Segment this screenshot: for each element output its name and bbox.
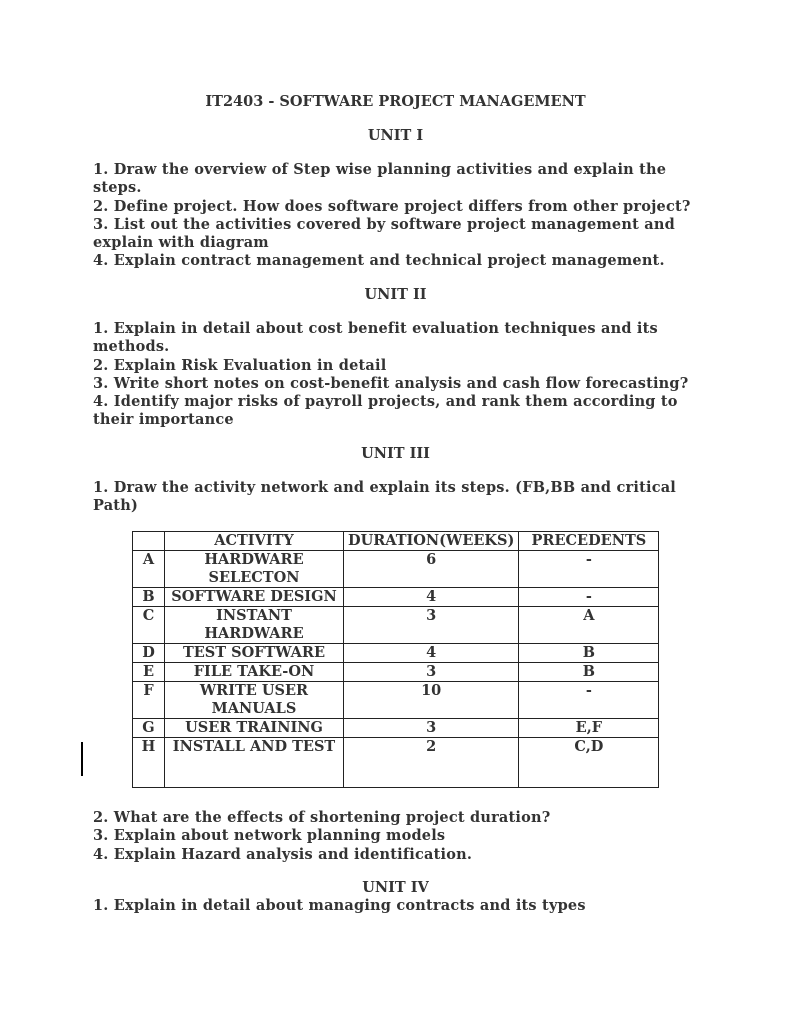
table-cell: B <box>519 663 659 682</box>
table-cell: INSTANT HARDWARE <box>165 607 344 644</box>
unit-1-question-3: 3. List out the activities covered by software project management and explain with diagram <box>93 215 675 252</box>
table-cell: A <box>519 607 659 644</box>
table-cell: F <box>133 682 165 719</box>
unit-2-question-3: 3. Write short notes on cost-benefit analysis and cash flow forecasting? <box>93 374 689 392</box>
unit-2-question-1: 1. Explain in detail about cost benefit evaluation techniques and its methods. <box>93 320 658 356</box>
table-cell: 4 <box>344 588 519 607</box>
unit-3-question-2: 2. What are the effects of shortening project duration? <box>93 809 551 826</box>
unit-3-question-3: 3. Explain about network planning models <box>93 827 446 845</box>
unit-1-question-1: 1. Draw the overview of Step wise planning activities and explain the steps. <box>93 161 667 197</box>
table-cell: - <box>519 551 659 588</box>
unit-4-question-1: 1. Explain in detail about managing contracts and its types <box>93 897 586 914</box>
activity-table <box>132 531 659 788</box>
table-row <box>133 607 659 644</box>
table-cell: H <box>133 738 165 788</box>
table-row <box>133 738 659 788</box>
table-row <box>133 719 659 738</box>
table-cell: TEST SOFTWARE <box>165 644 344 663</box>
table-cell: INSTALL AND TEST <box>165 738 344 788</box>
text-cursor <box>81 742 83 776</box>
table-cell: C,D <box>519 738 659 788</box>
unit-2-question-2: 2. Explain Risk Evaluation in detail <box>93 356 387 374</box>
table-cell: G <box>133 719 165 738</box>
table-cell: 4 <box>344 644 519 663</box>
table-cell: SOFTWARE DESIGN <box>165 588 344 607</box>
unit-3-questions-after <box>93 809 693 864</box>
unit-3-question-1: 1. Draw the activity network and explain its steps. (FB,BB and critical Path) <box>93 479 677 515</box>
table-cell: B <box>519 644 659 663</box>
table-cell: 3 <box>344 719 519 738</box>
unit-3-heading: UNIT III <box>361 445 430 462</box>
table-header-row <box>133 532 659 551</box>
unit-1-question-2: 2. Define project. How does software project differs from other project? <box>93 197 691 215</box>
table-cell: B <box>133 588 165 607</box>
table-cell: 3 <box>344 663 519 682</box>
unit-2-heading: UNIT II <box>364 286 427 303</box>
unit-3-question-4: 4. Explain Hazard analysis and identification. <box>93 845 473 863</box>
table-row <box>133 551 659 588</box>
table-cell: USER TRAINING <box>165 719 344 738</box>
table-cell: C <box>133 607 165 644</box>
unit-1-question-4: 4. Explain contract management and technical project management. <box>93 252 665 270</box>
unit-4-questions <box>93 897 693 915</box>
unit-1-heading: UNIT I <box>367 127 424 144</box>
table-cell: E,F <box>519 719 659 738</box>
table-cell: - <box>519 588 659 607</box>
table-cell: E <box>133 663 165 682</box>
table-row <box>133 588 659 607</box>
table-cell: A <box>133 551 165 588</box>
table-row <box>133 644 659 663</box>
table-cell: FILE TAKE-ON <box>165 663 344 682</box>
table-header-cell: PRECEDENTS <box>519 532 659 551</box>
unit-2-questions <box>93 320 693 430</box>
table-cell: HARDWARE SELECTON <box>165 551 344 588</box>
table-row <box>133 663 659 682</box>
table-cell: D <box>133 644 165 663</box>
table-cell: 6 <box>344 551 519 588</box>
table-header-cell: DURATION(WEEKS) <box>344 532 519 551</box>
table-cell: 3 <box>344 607 519 644</box>
table-cell: 10 <box>344 682 519 719</box>
table-row <box>133 682 659 719</box>
table-cell: 2 <box>344 738 519 788</box>
table-header-cell: ACTIVITY <box>165 532 344 551</box>
unit-2-question-4: 4. Identify major risks of payroll projects, and rank them according to their importance <box>93 393 678 429</box>
unit-4-heading: UNIT IV <box>362 879 429 896</box>
table-header-cell <box>133 532 165 551</box>
table-cell: WRITE USER MANUALS <box>165 682 344 719</box>
document-title: IT2403 - SOFTWARE PROJECT MANAGEMENT <box>205 93 586 110</box>
table-cell: - <box>519 682 659 719</box>
unit-3-questions-before <box>93 479 693 516</box>
unit-1-questions <box>93 161 693 271</box>
